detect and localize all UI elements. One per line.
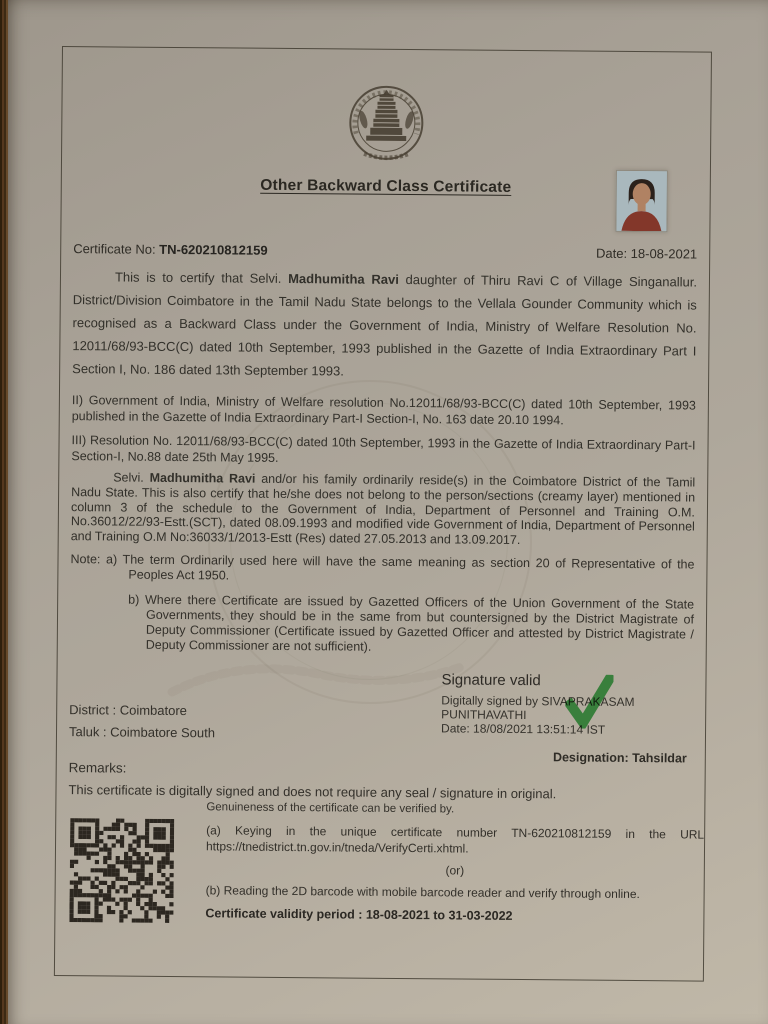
verification-method-a: (a) Keying in the unique certificate number TN-620210812159 in the URL https://tnedistrict.tn.gov.in/tneda/VerifyCerti.xhtml. — [205, 823, 705, 856]
designation-value: Designation: Tahsildar — [552, 750, 687, 766]
paragraph-item-iii: III) Resolution No. 12011/68/93-BCC(C) dated 10th September, 1993 in the Gazette of India Extraordinary Part-I Section-I, No.88 date 25th May 1995. — [71, 433, 696, 465]
remarks-label: Remarks: — [68, 760, 127, 776]
qr-code — [69, 818, 174, 923]
signature-valid-label: Signature valid — [441, 671, 541, 690]
tamilnadu-state-emblem-icon — [344, 81, 429, 168]
paragraph-item-ii: II) Government of India, Ministry of Welfare resolution No.12011/68/93-BCC(C) dated 10th September, 1993 published in the Gazette of India Extraordinary Part-I Section-I, No. 163 date 20.10 1994. — [71, 393, 696, 427]
verification-section — [65, 800, 705, 924]
certificate-meta-row — [73, 241, 697, 261]
note-a: Note: a) The term Ordinarily used here will have the same meaning as section 20 of Representative of the Peoples Act 1950. — [70, 552, 695, 583]
certificate-number: Certificate No: TN-620210812159 — [73, 241, 268, 258]
district-value: District : Coimbatore — [69, 702, 188, 719]
digital-signature-note: This certificate is digitally signed and does not require any seal / signature in original. — [68, 782, 557, 802]
taluk-value: Taluk : Coimbatore South — [68, 724, 216, 741]
verification-or-label: (or) — [445, 863, 465, 878]
certificate-border-frame — [54, 46, 712, 982]
paragraph-residence: Selvi. Madhumitha Ravi and/or his family ordinarily reside(s) in the Coimbatore District of the Tamil Nadu State. This is also certify that he/she does not belong to the person/sections (creamy layer) mentioned in column 3 of the schedule to the Government of India, Department of Personnel and Training O.M. No.36012/22/93-Estt.(SCT), dated 08.09.1993 and modified vide Government of India, Department of Personnel and Training O.M No:36033/1/2013-Estt (Res) dated 27.05.2013 and 13.09.2017. — [70, 470, 696, 548]
paragraph-certify: This is to certify that Selvi. Madhumitha Ravi daughter of Thiru Ravi C of Village Singanallur. District/Division Coimbatore in the Tamil Nadu State belongs to the Vellala Gounder Community which is recognised as a Backward Class under the Government of India, Ministry of Welfare Resolution No. 12011/68/93-BCC(C) dated 10th September, 1993 published in the Gazette of India Extraordinary Part I Section I, No. 186 dated 13th September 1993. — [72, 269, 698, 379]
applicant-photo — [615, 170, 668, 232]
verification-method-b: (b) Reading the 2D barcode with mobile barcode reader and verify through online. — [205, 883, 640, 902]
page-title: Other Backward Class Certificate — [260, 176, 512, 196]
green-checkmark-icon — [565, 674, 613, 728]
signature-section — [69, 668, 694, 765]
emblem-container — [72, 47, 701, 175]
signature-details: Digitally signed by SIVAPRAKASAM PUNITHAVATHI Date: 18/08/2021 13:51:14 IST — [440, 693, 635, 737]
verification-heading: Genuineness of the certificate can be verified by. — [206, 801, 455, 816]
certificate-paper — [8, 0, 768, 1024]
certificate-validity-period: Certificate validity period : 18-08-2021 to 31-03-2022 — [205, 906, 513, 923]
certificate-date: Date: 18-08-2021 — [595, 245, 698, 262]
note-b: b) Where there Certificate are issued by Gazetted Officers of the Union Government of the State Governments, they should be in the same from but countersigned by the District Magistrate of Deputy Commissioner (Certificate issued by Gazetted Officer and attested by District Magistrate / Deputy Commissioner are not sufficient). — [128, 592, 695, 654]
